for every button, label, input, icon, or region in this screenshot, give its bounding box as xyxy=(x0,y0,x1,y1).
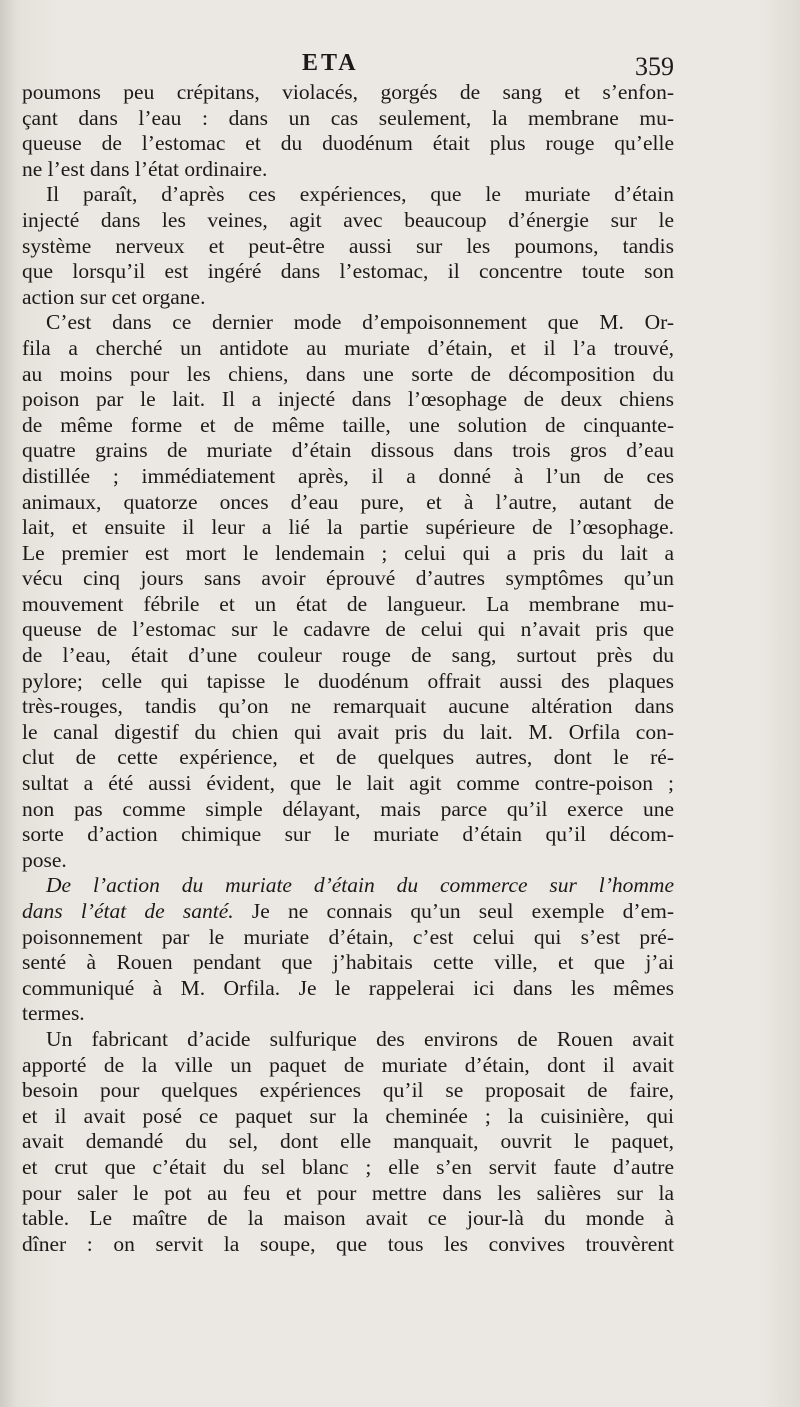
line-text: au moins pour les chiens, dans une sorte de décomposition du xyxy=(22,361,674,386)
text-line xyxy=(22,925,674,951)
line-text: avait demandé du sel, dont elle manquait, ouvrit le paquet, xyxy=(22,1129,674,1154)
text-line xyxy=(22,1027,674,1053)
line-text: senté à Rouen pendant que j’habitais cette ville, et que j’ai xyxy=(22,950,674,975)
line-text: dîner : on servit la soupe, que tous les convives trouvèrent xyxy=(22,1231,674,1256)
text-line xyxy=(22,1181,674,1207)
line-text: table. Le maître de la maison avait ce jour-là du monde à xyxy=(22,1206,674,1231)
line-text: distillée ; immédiatement après, il a donné à l’un de ces xyxy=(22,463,674,488)
line-text: système nerveux et peut-être aussi sur les poumons, tandis xyxy=(22,233,674,258)
text-line xyxy=(22,208,674,234)
line-text: queuse de l’estomac sur le cadavre de celui qui n’avait pris que xyxy=(22,617,674,642)
text-line xyxy=(22,873,674,899)
line-text: Le premier est mort le lendemain ; celui qui a pris du lait a xyxy=(22,540,674,565)
line-text: pylore; celle qui tapisse le duodénum offrait aussi des plaques xyxy=(22,668,674,693)
line-text: ne l’est dans l’état ordinaire. xyxy=(22,156,268,181)
text-line xyxy=(22,617,674,643)
text-line xyxy=(22,1232,674,1258)
line-text: et crut que c’était du sel blanc ; elle s’en servit faute d’autre xyxy=(22,1154,674,1179)
line-text: injecté dans les veines, agit avec beaucoup d’énergie sur le xyxy=(22,207,674,232)
line-text: clut de cette expérience, et de quelques autres, dont le ré- xyxy=(22,745,674,770)
line-text: queuse de l’estomac et du duodénum était plus rouge qu’elle xyxy=(22,131,674,156)
line-text: apporté de la ville un paquet de muriate d’étain, dont il avait xyxy=(22,1052,674,1077)
line-text: non pas comme simple délayant, mais parce qu’il exerce une xyxy=(22,796,674,821)
text-line xyxy=(22,950,674,976)
line-text: lait, et ensuite il leur a lié la partie supérieure de l’œsophage. xyxy=(22,515,674,540)
line-text: Je ne connais qu’un seul exemple d’em- xyxy=(233,899,674,923)
text-line xyxy=(22,592,674,618)
line-text: sorte d’action chimique sur le muriate d’étain qu’il décom- xyxy=(22,822,674,847)
line-text: sultat a été aussi évident, que le lait agit comme contre-poison ; xyxy=(22,771,674,796)
text-line xyxy=(22,1206,674,1232)
line-text: le canal digestif du chien qui avait pris du lait. M. Orfila con- xyxy=(22,719,674,744)
line-text: mouvement fébrile et un état de langueur. La membrane mu- xyxy=(22,591,674,616)
text-line xyxy=(22,131,674,157)
page-header xyxy=(22,44,674,84)
text-line xyxy=(22,387,674,413)
text-line xyxy=(22,157,674,183)
text-line xyxy=(22,1001,674,1027)
text-line xyxy=(22,310,674,336)
line-text: termes. xyxy=(22,1001,85,1026)
text-line xyxy=(22,745,674,771)
text-line xyxy=(22,362,674,388)
line-text: communiqué à M. Orfila. Je le rappelerai ici dans les mêmes xyxy=(22,975,674,1000)
line-text: pour saler le pot au feu et pour mettre dans les salières sur la xyxy=(22,1180,674,1205)
line-text: poumons peu crépitans, violacés, gorgés de sang et s’enfon- xyxy=(22,80,674,104)
running-head: ETA xyxy=(302,50,359,76)
text-line xyxy=(22,976,674,1002)
text-line xyxy=(22,1129,674,1155)
line-text: vécu cinq jours sans avoir éprouvé d’autres symptômes qu’un xyxy=(22,566,674,591)
text-line xyxy=(22,566,674,592)
line-text: et il avait posé ce paquet sur la cheminée ; la cuisinière, qui xyxy=(22,1103,674,1128)
text-line xyxy=(22,1155,674,1181)
text-line xyxy=(22,797,674,823)
line-text: pose. xyxy=(22,847,67,872)
text-line xyxy=(22,822,674,848)
body-text xyxy=(22,80,674,1257)
text-line xyxy=(22,541,674,567)
line-text: çant dans l’eau : dans un cas seulement, la membrane mu- xyxy=(22,105,674,130)
line-text: que lorsqu’il est ingéré dans l’estomac, il concentre toute son xyxy=(22,259,674,284)
text-line xyxy=(22,182,674,208)
text-line xyxy=(22,515,674,541)
text-line xyxy=(22,1053,674,1079)
text-line xyxy=(22,899,674,925)
line-text: de même forme et de même taille, une solution de cinquante- xyxy=(22,412,674,437)
text-line xyxy=(22,490,674,516)
text-line xyxy=(22,336,674,362)
line-text: action sur cet organe. xyxy=(22,284,206,309)
italic-heading: dans l’état de santé. xyxy=(22,899,234,923)
line-text: Il paraît, d’après ces expériences, que le muriate d’étain xyxy=(46,182,674,207)
text-line xyxy=(22,80,674,106)
text-line xyxy=(22,413,674,439)
text-line xyxy=(22,643,674,669)
line-text: animaux, quatorze onces d’eau pure, et à l’autre, autant de xyxy=(22,489,674,514)
text-line xyxy=(22,1078,674,1104)
text-line xyxy=(22,771,674,797)
text-line xyxy=(22,106,674,132)
text-line xyxy=(22,669,674,695)
line-text: C’est dans ce dernier mode d’empoisonnement que M. Or- xyxy=(46,310,674,335)
line-text: poison par le lait. Il a injecté dans l’œsophage de deux chiens xyxy=(22,387,674,412)
text-line xyxy=(22,438,674,464)
line-text: poisonnement par le muriate d’étain, c’est celui qui s’est pré- xyxy=(22,924,674,949)
text-line xyxy=(22,259,674,285)
line-text: de l’eau, était d’une couleur rouge de sang, surtout près du xyxy=(22,643,674,668)
text-line xyxy=(22,694,674,720)
line-text: Un fabricant d’acide sulfurique des environs de Rouen avait xyxy=(46,1026,674,1051)
text-line xyxy=(22,285,674,311)
line-text: quatre grains de muriate d’étain dissous dans trois gros d’eau xyxy=(22,438,674,463)
text-line xyxy=(22,720,674,746)
italic-heading: De l’action du muriate d’étain du commerce sur l’homme xyxy=(46,873,674,898)
page-number: 359 xyxy=(635,52,674,81)
text-line xyxy=(22,848,674,874)
text-line xyxy=(22,234,674,260)
text-line xyxy=(22,1104,674,1130)
line-text: besoin pour quelques expériences qu’il se proposait de faire, xyxy=(22,1078,674,1103)
text-line xyxy=(22,464,674,490)
line-text: fila a cherché un antidote au muriate d’étain, et il l’a trouvé, xyxy=(22,335,674,360)
line-text: très-rouges, tandis qu’on ne remarquait aucune altération dans xyxy=(22,694,674,719)
